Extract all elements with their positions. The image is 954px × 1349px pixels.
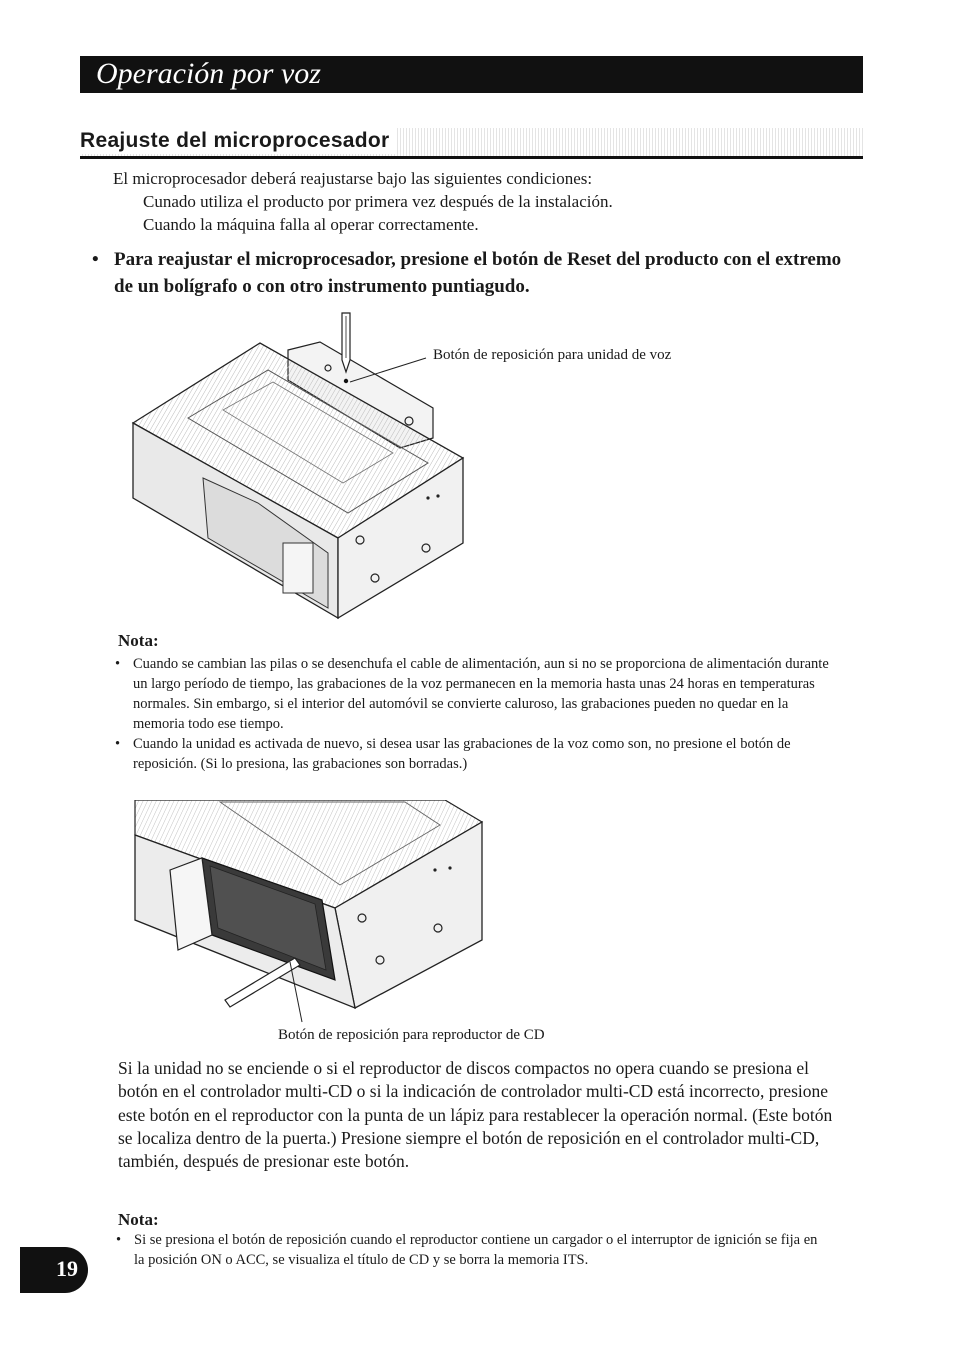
voice-unit-illustration: [128, 308, 473, 623]
figure1-caption: Botón de reposición para unidad de voz: [433, 347, 672, 363]
instruction-text: Para reajustar el microprocesador, presione el botón de Reset del producto con el extremo de un bolígrafo o con otro instrumento puntiagudo.: [114, 249, 842, 297]
intro-line-3: Cuando la máquina falla al operar correctamente.: [143, 215, 479, 234]
nota2-list: [116, 1230, 826, 1270]
nota1-list: [115, 654, 835, 774]
section-heading: [80, 128, 863, 159]
nota2-item-text: Si se presiona el botón de reposición cuando el reproductor contiene un cargador o el interruptor de ignición se fija en la posición ON o ACC, se visualiza el título de CD y se borra la memoria ITS.: [134, 1232, 818, 1268]
body-paragraph: Si la unidad no se enciende o si el reproductor de discos compactos no opera cuando se presiona el botón en el controlador multi-CD o si la indicación de controlador multi-CD está incorrecto, presione este botón en el reproductor con la punta de un lápiz para restablecer la operación normal. (Este botón se localiza dentro de la puerta.) Presione siempre el botón de reposición en el controlador multi-CD, también, después de presionar este botón.: [118, 1058, 833, 1172]
page-header-title: Operación por voz: [96, 57, 321, 90]
nota1-item-text: Cuando la unidad es activada de nuevo, si desea usar las grabaciones de la voz como son, no presione el botón de reposición. (Si lo presiona, las grabaciones son borradas.): [133, 736, 791, 772]
nota2-label: Nota:: [118, 1210, 159, 1229]
intro-line-1: El microprocesador deberá reajustarse bajo las siguientes condiciones:: [113, 169, 593, 188]
nota1-label: Nota:: [118, 631, 159, 650]
figure2-caption: Botón de reposición para reproductor de CD: [278, 1027, 545, 1043]
header-bar: [80, 56, 863, 93]
nota1-item: • Cuando se cambian las pilas o se desenchufa el cable de alimentación, aun si no se proporciona de alimentación durante un largo período de tiempo, las grabaciones de la voz permanecen en la memoria hasta unas 24 horas en temperaturas normales. Sin embargo, si el interior del automóvil se convierte caluroso, las grabaciones pueden no quedar en la memoria todo ese tiempo.: [115, 656, 829, 732]
nota1-item-text: Cuando se cambian las pilas o se desenchufa el cable de alimentación, aun si no se proporciona de alimentación durante un largo período de tiempo, las grabaciones de la voz permanecen en la memoria hasta unas 24 horas en temperaturas normales. Sin embargo, si el interior del automóvil se convierte caluroso, las grabaciones pueden no quedar en la memoria todo ese tiempo.: [133, 656, 829, 732]
cd-player-illustration: [130, 800, 490, 1025]
bullet-marker: •: [92, 249, 99, 270]
section-title: Reajuste del microprocesador: [80, 128, 396, 154]
nota2-item: • Si se presiona el botón de reposición cuando el reproductor contiene un cargador o el interruptor de ignición se fija en la posición ON o ACC, se visualiza el título de CD y se borra la memoria ITS.: [116, 1232, 818, 1268]
page-number-tab: [20, 1247, 88, 1293]
page-number: 19: [56, 1256, 78, 1281]
nota1-item: • Cuando la unidad es activada de nuevo, si desea usar las grabaciones de la voz como son, no presione el botón de reposición. (Si lo presiona, las grabaciones son borradas.): [115, 736, 791, 772]
intro-line-2: Cunado utiliza el producto por primera vez después de la instalación.: [143, 192, 613, 211]
